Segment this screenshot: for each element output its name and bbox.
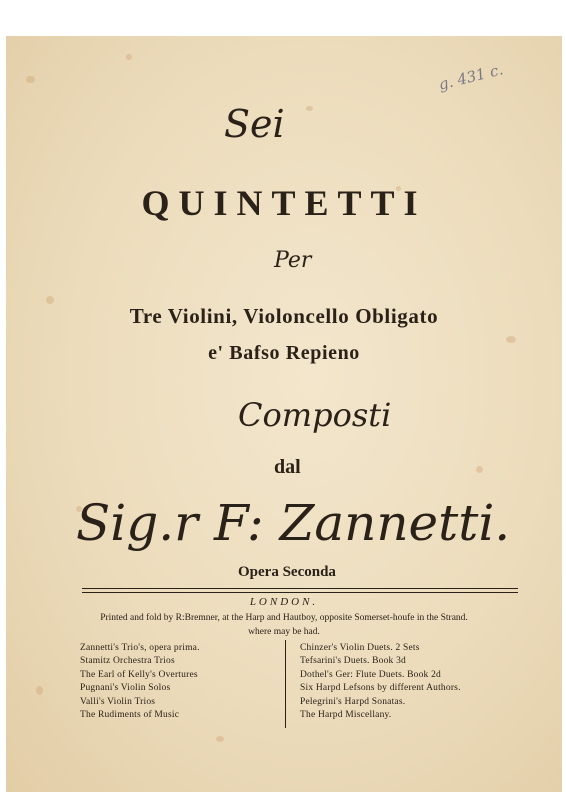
catalog-divider <box>285 640 286 728</box>
title-sei: Sei <box>224 102 285 146</box>
instrumentation-line1: Tre Violini, Violoncello Obligato <box>129 304 439 328</box>
foxing-spot <box>476 466 483 473</box>
catalog-item: Pelegrini's Harpd Sonatas. <box>300 696 406 707</box>
composer-name: Sig.r F: Zannetti. <box>76 494 511 552</box>
shelfmark: g. 431 c. <box>436 60 505 94</box>
catalog-item: Dothel's Ger: Flute Duets. Book 2d <box>300 669 441 680</box>
catalog-item: Zannetti's Trio's, opera prima. <box>80 643 200 653</box>
foxing-spot <box>216 736 224 742</box>
imprint-city: LONDON. <box>249 596 319 608</box>
catalog-item: The Rudiments of Music <box>80 710 180 721</box>
foxing-spot <box>46 296 54 304</box>
catalog-item: Tefsarini's Duets. Book 3d <box>300 656 406 667</box>
title-page <box>6 36 562 792</box>
foxing-spot <box>26 76 35 83</box>
catalog-left-column <box>80 642 200 722</box>
catalog-item: Six Harpd Lefsons by different Authors. <box>300 683 461 694</box>
title-per: Per <box>274 248 312 273</box>
catalog-item: The Harpd Miscellany. <box>300 710 392 721</box>
catalog-item: Valli's Violin Trios <box>80 696 156 707</box>
title-quintetti: QUINTETTI <box>141 183 427 223</box>
catalog-item: Pugnani's Violin Solos <box>80 683 171 694</box>
catalog-item: Stamitz Orchestra Trios <box>80 656 175 667</box>
composti-label: Composti <box>238 396 392 434</box>
opus-label: Opera Seconda <box>238 564 336 580</box>
divider-rule-bottom <box>82 592 518 593</box>
foxing-spot <box>36 686 43 695</box>
instrumentation-line2: e' Bafso Repieno <box>208 342 360 364</box>
imprint-where: where may be had. <box>248 627 320 637</box>
catalog-item: The Earl of Kelly's Overtures <box>80 669 198 680</box>
foxing-spot <box>126 54 132 60</box>
catalog-item: Chinzer's Violin Duets. 2 Sets <box>300 643 420 653</box>
divider-rule-top <box>82 588 518 589</box>
dal-label: dal <box>274 456 301 478</box>
imprint-printer: Printed and fold by R:Bremner, at the Harp and Hautboy, opposite Somerset-houfe in the Strand. <box>100 613 468 623</box>
catalog-right-column <box>300 642 461 722</box>
foxing-spot <box>306 106 313 111</box>
